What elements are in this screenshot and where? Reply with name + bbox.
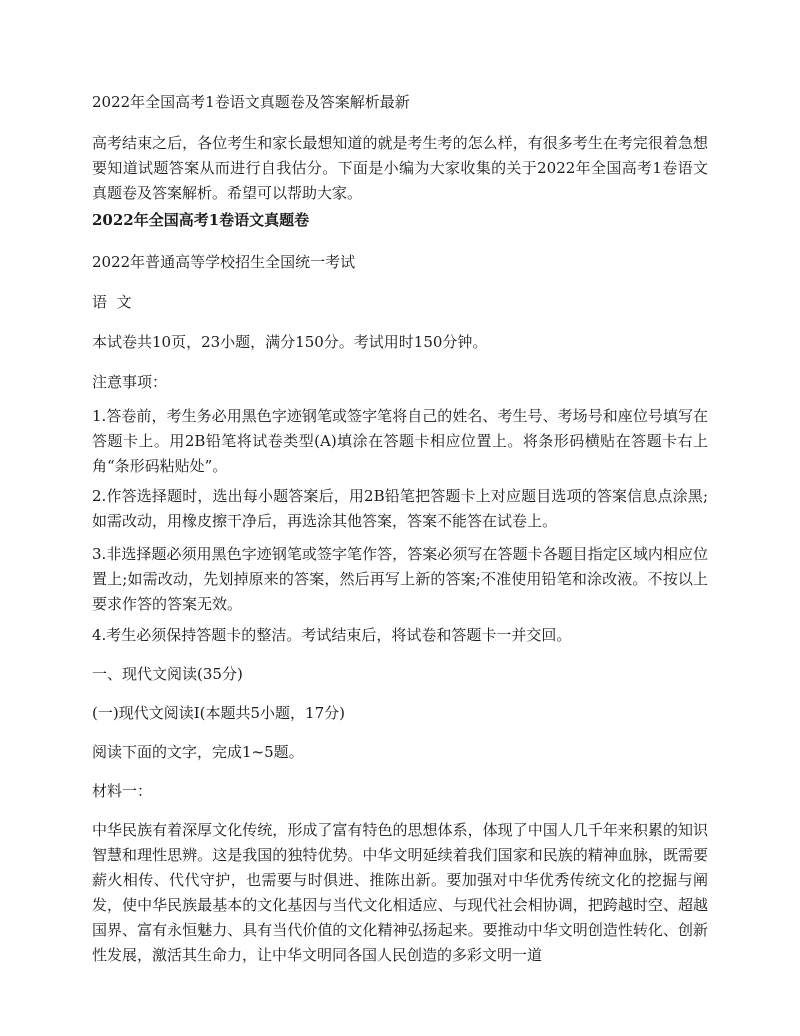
section-heading: 2022年全国高考1卷语文真题卷 bbox=[92, 211, 310, 229]
part-1-heading: 一、现代文阅读(35分) bbox=[92, 665, 243, 683]
note-3: 3.非选择题必须用黑色字迹钢笔或签字笔作答，答案必须写在答题卡各题目指定区域内相应位置上;如需改动，先划掉原来的答案，然后再写上新的答案;不准使用铅笔和涂改液。不按以上要求作答的答案无效。 bbox=[92, 545, 708, 613]
exam-name: 2022年普通高等学校招生全国统一考试 bbox=[92, 253, 356, 271]
notes-heading: 注意事项： bbox=[92, 373, 168, 391]
reading-instruction: 阅读下面的文字，完成1~5题。 bbox=[92, 743, 304, 761]
note-1: 1.答卷前，考生务必用黑色字迹钢笔或签字笔将自己的姓名、考生号、考场号和座位号填写在答题卡上。用2B铅笔将试卷类型(A)填涂在答题卡相应位置上。将条形码横贴在答题卡右上角“条形码粘贴处”。 bbox=[92, 407, 708, 475]
note-2: 2.作答选择题时，选出每小题答案后，用2B铅笔把答题卡上对应题目选项的答案信息点涂黑;如需改动，用橡皮擦干净后，再选涂其他答案，答案不能答在试卷上。 bbox=[92, 487, 708, 530]
intro-paragraph: 高考结束之后，各位考生和家长最想知道的就是考生考的怎么样，有很多考生在考完很着急想要知道试题答案从而进行自我估分。下面是小编为大家收集的关于2022年全国高考1卷语文真题卷及答案解析。希望可以帮助大家。 bbox=[92, 134, 708, 202]
document-title: 2022年全国高考1卷语文真题卷及答案解析最新 bbox=[92, 93, 410, 111]
subject-label: 语 文 bbox=[92, 293, 132, 311]
part-1-subheading: (一)现代文阅读Ⅰ(本题共5小题，17分) bbox=[92, 704, 345, 722]
material-paragraph: 中华民族有着深厚文化传统，形成了富有特色的思想体系，体现了中国人几千年来积累的知识智慧和理性思辨。这是我国的独特优势。中华文明延续着我们国家和民族的精神血脉，既需要薪火相传、代代守护，也需要与时俱进、推陈出新。要加强对中华优秀传统文化的挖掘与阐发，使中华民族最基本的文化基因与当代文化相适应、与现代社会相协调，把跨越时空、超越国界、富有永恒魅力、具有当代价值的文化精神弘扬起来。要推动中华文明创造性转化、创新性发展，激活其生命力，让中华文明同各国人民创造的多彩文明一道 bbox=[92, 821, 708, 964]
material-label: 材料一： bbox=[92, 782, 153, 800]
note-4: 4.考生必须保持答题卡的整洁。考试结束后，将试卷和答题卡一并交回。 bbox=[92, 626, 572, 644]
exam-info: 本试卷共10页，23小题，满分150分。考试用时150分钟。 bbox=[92, 333, 488, 351]
